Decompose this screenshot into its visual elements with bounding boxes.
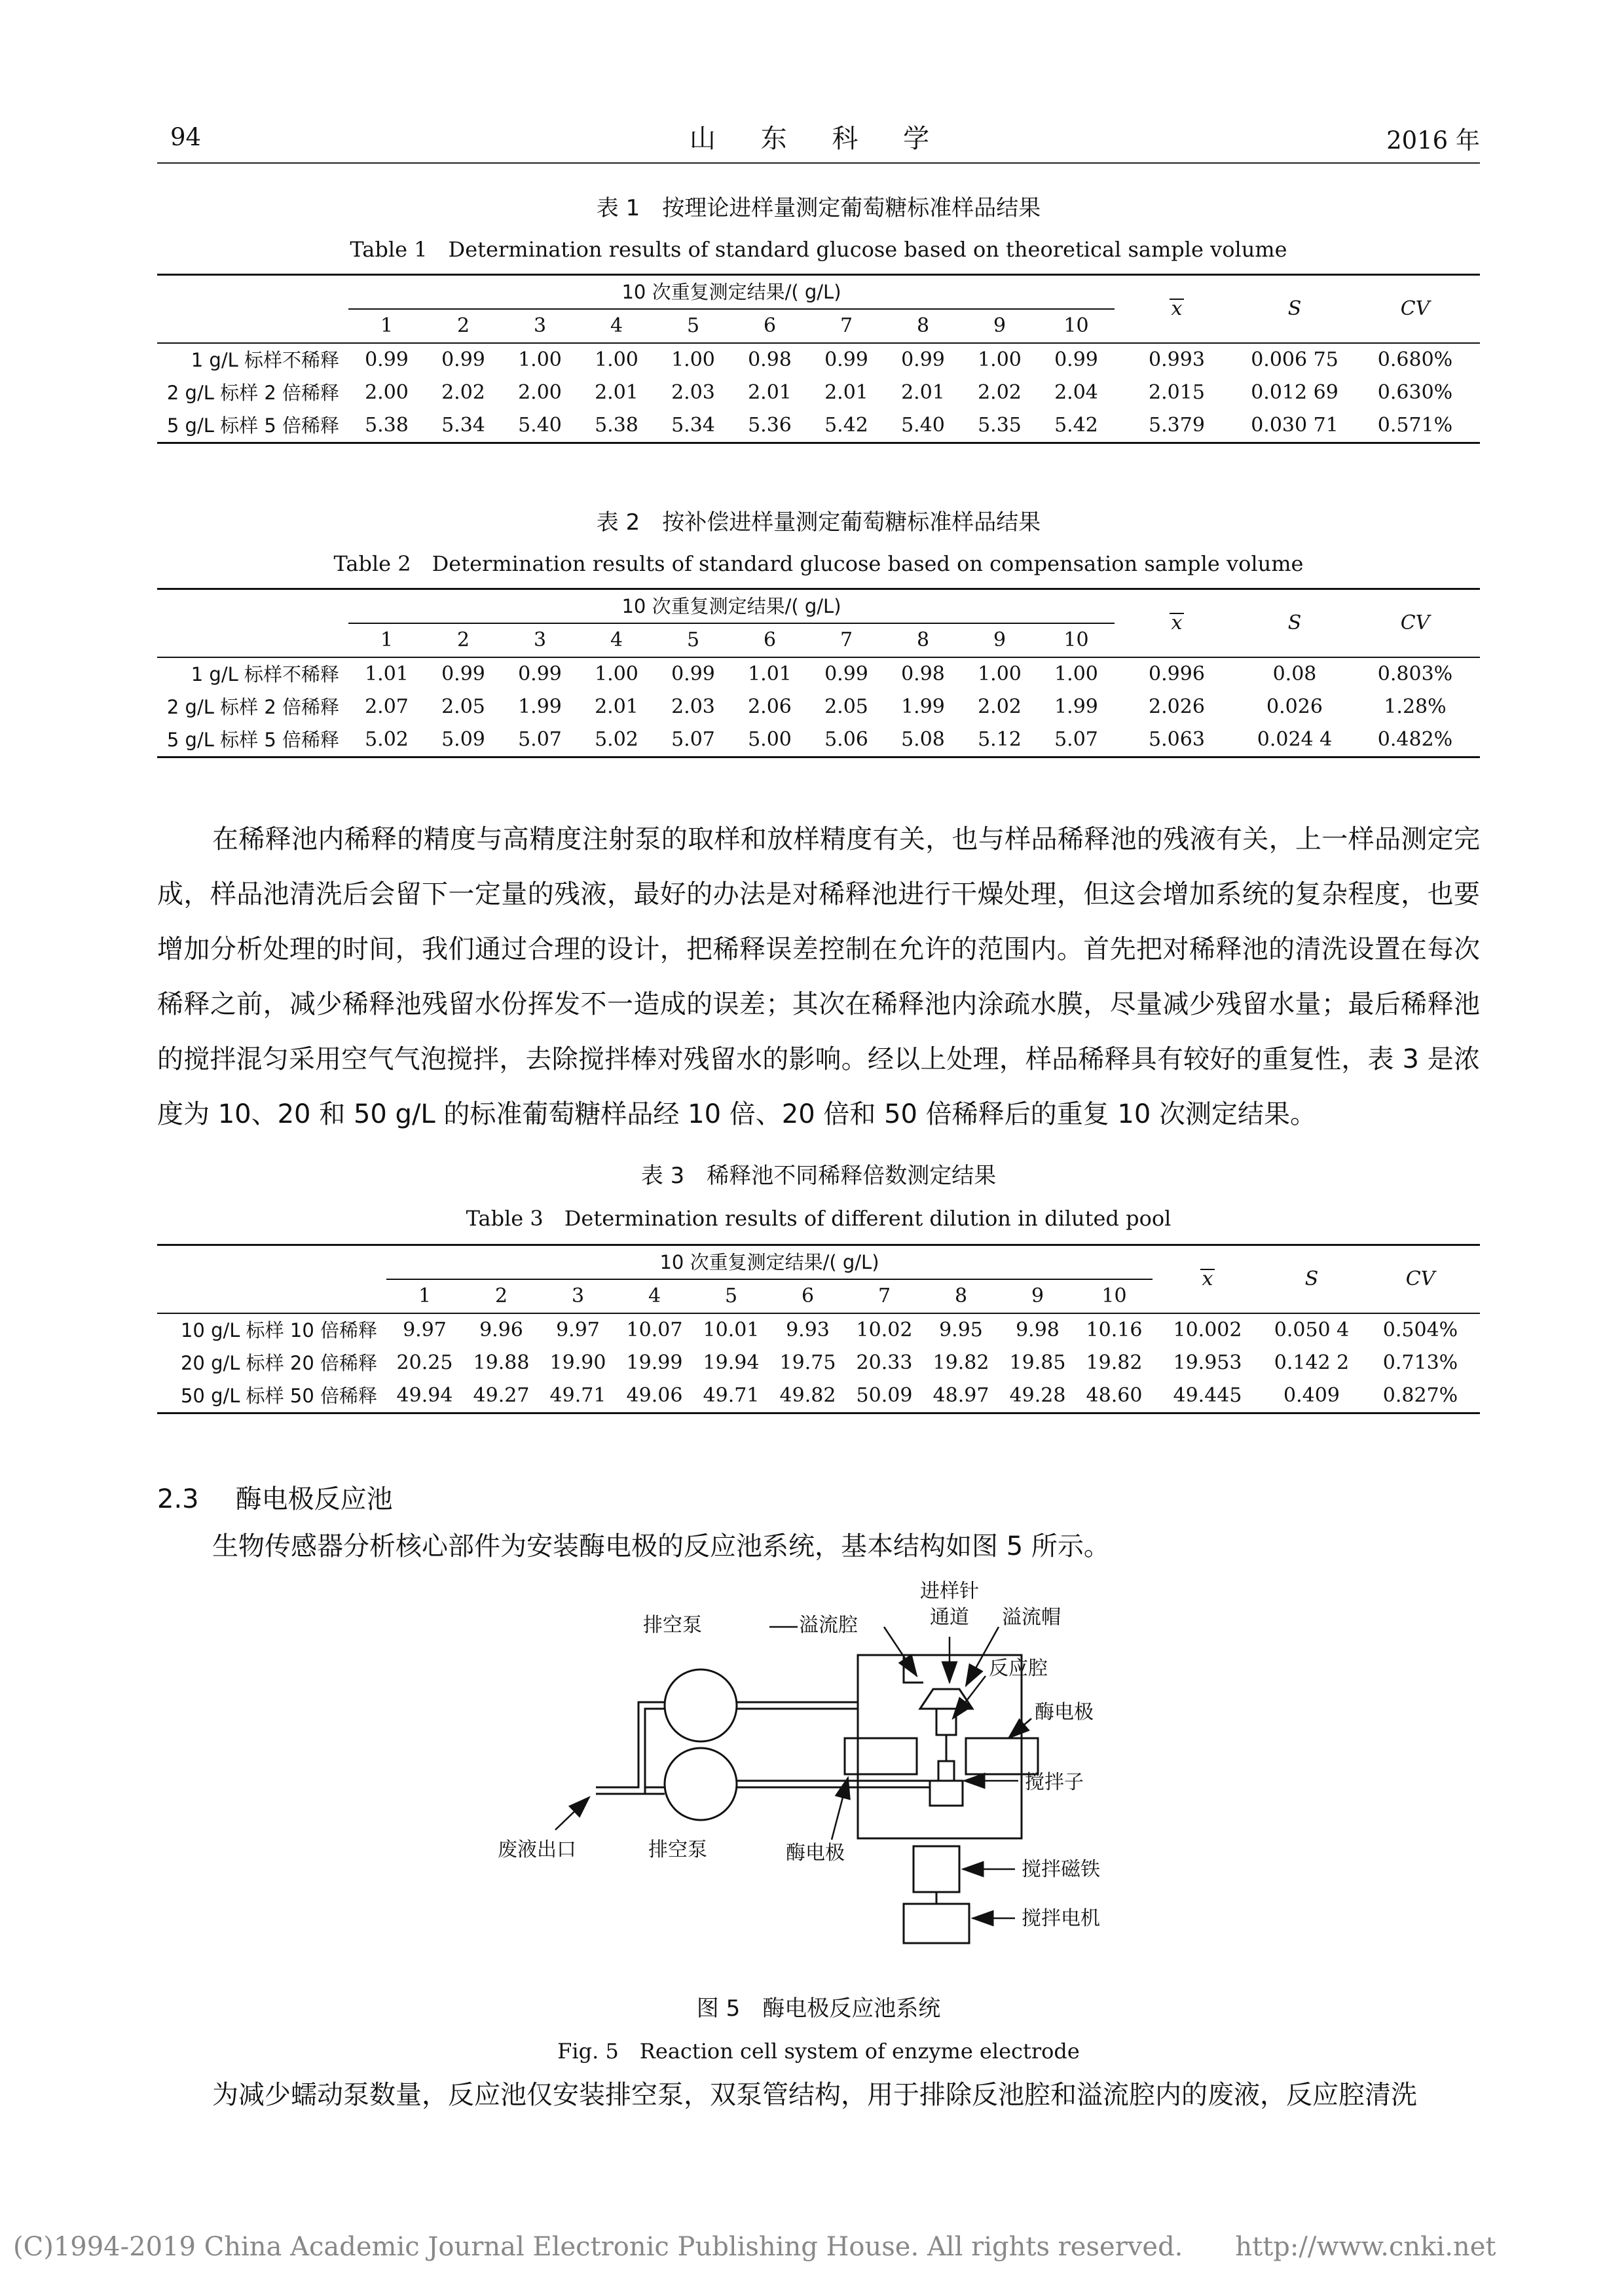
table-cell: 2.01 xyxy=(748,381,792,404)
stat-header-1: S xyxy=(1263,1245,1361,1314)
table-row xyxy=(157,1313,1480,1347)
table-cell: 5.379 xyxy=(1115,409,1239,443)
table-cell: 19.75 xyxy=(779,1351,836,1374)
table-cell: 0.504% xyxy=(1382,1319,1458,1341)
row-label: 5 g/L 标样 5 倍稀释 xyxy=(157,409,348,443)
table-cell: 0.680% xyxy=(1377,348,1453,371)
table-cell: 0.99 xyxy=(518,663,562,685)
column-header-2: 2 xyxy=(425,623,502,657)
table-cell: 1.99 xyxy=(1054,695,1098,718)
copyright-footer: (C)1994-2019 China Academic Journal Electronic Publishing House. All rights reserved. http://www.cnki.net xyxy=(13,2232,1496,2262)
table3-grid xyxy=(157,1244,1480,1414)
reaction-cell-box xyxy=(858,1655,1022,1838)
table-cell: 0.99 xyxy=(671,663,715,685)
table-cell: 2.00 xyxy=(365,381,409,404)
stirrer-block xyxy=(930,1781,963,1806)
overflow-chamber-wall xyxy=(904,1655,923,1683)
table-cell: 9.96 xyxy=(479,1319,523,1341)
table-cell: 1.99 xyxy=(901,695,945,718)
table3 xyxy=(157,1244,1480,1414)
table-cell: 0.99 xyxy=(441,663,485,685)
stat-header-0: x xyxy=(1153,1245,1263,1314)
row-label: 10 g/L 标样 10 倍稀释 xyxy=(180,1319,377,1341)
table-cell: 5.34 xyxy=(655,409,731,443)
body-paragraph-2: 为减少蠕动泵数量，反应池仅安装排空泵，双泵管结构，用于排除反池腔和溢流腔内的废液，反应腔清洗 xyxy=(212,2080,1417,2110)
label-reaction-chamber: 反应腔 xyxy=(989,1657,1048,1680)
table-cell: 49.28 xyxy=(999,1379,1076,1413)
table-cell: 2.02 xyxy=(978,695,1022,718)
table-cell: 0.99 xyxy=(901,348,945,371)
table-cell: 5.40 xyxy=(502,409,578,443)
table-cell: 0.713% xyxy=(1382,1351,1458,1374)
figure5-diagram xyxy=(498,1578,1153,1944)
arrow-electrode-right xyxy=(1008,1719,1031,1738)
table2-caption-en: Table 2 Determination results of standard glucose based on compensation sample volume xyxy=(333,551,1304,576)
table1 xyxy=(157,274,1480,444)
table-cell: 9.98 xyxy=(1016,1319,1060,1341)
page-header xyxy=(157,118,1480,164)
column-header-3: 3 xyxy=(502,623,578,657)
table-cell: 20.33 xyxy=(856,1351,913,1374)
stat-header-0: x xyxy=(1115,589,1239,658)
row-label: 50 g/L 标样 50 倍稀释 xyxy=(157,1379,386,1413)
table-cell: 0.409 xyxy=(1263,1379,1361,1413)
table-cell: 49.94 xyxy=(386,1379,463,1413)
column-header-6: 6 xyxy=(731,623,808,657)
table-cell: 0.803% xyxy=(1377,663,1453,685)
column-header-2: 2 xyxy=(463,1279,540,1313)
table-cell: 0.571% xyxy=(1350,409,1480,443)
column-header-9: 9 xyxy=(961,623,1038,657)
table-cell: 9.97 xyxy=(403,1319,447,1341)
table-cell: 1.00 xyxy=(595,663,638,685)
table-cell: 49.71 xyxy=(693,1379,769,1413)
table-cell: 19.82 xyxy=(1086,1351,1143,1374)
column-header-6: 6 xyxy=(769,1279,846,1313)
section-title: 酶电极反应池 xyxy=(235,1484,393,1514)
table-cell: 2.015 xyxy=(1149,381,1205,404)
stat-header-0: x xyxy=(1115,275,1239,344)
table-cell: 19.85 xyxy=(1009,1351,1066,1374)
table1-caption-en: Table 1 Determination results of standard glucose based on theoretical sample volume xyxy=(350,237,1287,262)
column-header-10: 10 xyxy=(1076,1279,1153,1313)
label-overflow-chamber: 溢流腔 xyxy=(799,1614,858,1637)
column-header-5: 5 xyxy=(655,309,731,343)
row-label: 20 g/L 标样 20 倍稀释 xyxy=(180,1352,377,1374)
stirring-motor xyxy=(904,1904,969,1943)
injection-funnel xyxy=(920,1689,972,1709)
page-number: 94 xyxy=(170,123,202,151)
table-row xyxy=(157,691,1480,723)
column-header-7: 7 xyxy=(808,309,885,343)
table-cell: 0.630% xyxy=(1377,381,1453,404)
table-row xyxy=(157,409,1480,443)
column-header-1: 1 xyxy=(348,309,425,343)
table-cell: 0.99 xyxy=(441,348,485,371)
table-cell: 2.02 xyxy=(441,381,485,404)
column-header-6: 6 xyxy=(731,309,808,343)
table-cell: 2.07 xyxy=(365,695,409,718)
column-header-4: 4 xyxy=(616,1279,693,1313)
table-cell: 5.07 xyxy=(502,723,578,757)
table-cell: 5.38 xyxy=(578,409,655,443)
table-cell: 49.82 xyxy=(769,1379,846,1413)
table-cell: 2.03 xyxy=(671,381,715,404)
table-cell: 5.00 xyxy=(731,723,808,757)
table2-caption-cn: 表 2 按补偿进样量测定葡萄糖标准样品结果 xyxy=(596,509,1041,536)
arrow-reaction-chamber xyxy=(953,1676,986,1719)
column-header-8: 8 xyxy=(885,623,961,657)
table-cell: 5.38 xyxy=(348,409,425,443)
row-label: 1 g/L 标样不稀释 xyxy=(191,349,339,371)
table-cell: 5.35 xyxy=(961,409,1038,443)
table-cell: 1.00 xyxy=(671,348,715,371)
table-cell: 0.993 xyxy=(1149,348,1205,371)
arrow-overflow-chamber xyxy=(884,1627,917,1676)
table-cell: 0.050 4 xyxy=(1274,1319,1350,1341)
table-cell: 5.08 xyxy=(885,723,961,757)
table-cell: 50.09 xyxy=(846,1379,923,1413)
table-cell: 2.01 xyxy=(595,381,638,404)
table-row xyxy=(157,376,1480,409)
header-rule xyxy=(157,162,1480,164)
table-cell: 2.01 xyxy=(824,381,868,404)
body-paragraph-1 xyxy=(157,812,1480,1142)
table-cell: 49.445 xyxy=(1153,1379,1263,1413)
table-cell: 48.97 xyxy=(923,1379,999,1413)
table-cell: 2.06 xyxy=(748,695,792,718)
column-header-1: 1 xyxy=(386,1279,463,1313)
drain-pump-top xyxy=(665,1669,737,1741)
stat-header-1: S xyxy=(1239,589,1350,658)
table-cell: 0.99 xyxy=(365,348,409,371)
table-cell: 0.482% xyxy=(1350,723,1480,757)
table2-grid xyxy=(157,588,1480,758)
figure5-caption-cn: 图 5 酶电极反应池系统 xyxy=(696,1995,941,2022)
table-cell: 1.00 xyxy=(1054,663,1098,685)
table-cell: 2.026 xyxy=(1149,695,1205,718)
label-waste-outlet: 废液出口 xyxy=(498,1838,576,1861)
row-label: 2 g/L 标样 2 倍稀释 xyxy=(166,382,339,404)
table-cell: 19.88 xyxy=(473,1351,530,1374)
table-cell: 10.16 xyxy=(1086,1319,1143,1341)
label-enzyme-electrode-right: 酶电极 xyxy=(1035,1701,1094,1724)
table-cell: 0.98 xyxy=(901,663,945,685)
row-label: 2 g/L 标样 2 倍稀释 xyxy=(166,696,339,718)
enzyme-electrode-right xyxy=(966,1738,1038,1774)
stat-header-2: CV xyxy=(1361,1245,1480,1314)
table-cell: 5.07 xyxy=(655,723,731,757)
label-injection-channel-2: 通道 xyxy=(930,1606,969,1629)
table2 xyxy=(157,588,1480,758)
table-cell: 19.90 xyxy=(549,1351,606,1374)
table-cell: 49.27 xyxy=(463,1379,540,1413)
stirring-magnet xyxy=(913,1846,959,1892)
table3-caption-en: Table 3 Determination results of different dilution in diluted pool xyxy=(466,1206,1172,1231)
table-cell: 2.05 xyxy=(824,695,868,718)
label-pump-top: 排空泵 xyxy=(643,1614,702,1637)
table-cell: 1.99 xyxy=(518,695,562,718)
section-body: 生物传感器分析核心部件为安装酶电极的反应池系统，基本结构如图 5 所示。 xyxy=(212,1531,1110,1561)
table-cell: 1.01 xyxy=(748,663,792,685)
column-header-5: 5 xyxy=(693,1279,769,1313)
table-cell: 5.42 xyxy=(1038,409,1115,443)
journal-title: 山 东 科 学 xyxy=(689,124,948,154)
column-header-10: 10 xyxy=(1038,623,1115,657)
column-header-10: 10 xyxy=(1038,309,1115,343)
column-header-4: 4 xyxy=(578,309,655,343)
table-cell: 2.01 xyxy=(595,695,638,718)
row-label: 5 g/L 标样 5 倍稀释 xyxy=(157,723,348,757)
table-cell: 1.28% xyxy=(1384,695,1447,718)
group-header: 10 次重复测定结果/( g/L) xyxy=(348,275,1115,310)
table-cell: 19.94 xyxy=(703,1351,760,1374)
table-cell: 0.142 2 xyxy=(1274,1351,1350,1374)
stirrer-bar xyxy=(938,1761,954,1781)
table-cell: 0.996 xyxy=(1149,663,1205,685)
group-header: 10 次重复测定结果/( g/L) xyxy=(386,1245,1153,1280)
group-header: 10 次重复测定结果/( g/L) xyxy=(348,589,1115,624)
table-cell: 10.01 xyxy=(703,1319,760,1341)
table-cell: 9.93 xyxy=(786,1319,830,1341)
table-cell: 0.012 69 xyxy=(1251,381,1338,404)
publication-year: 2016 年 xyxy=(1386,126,1480,155)
table1-grid xyxy=(157,274,1480,444)
table-cell: 2.02 xyxy=(978,381,1022,404)
table-cell: 10.02 xyxy=(856,1319,913,1341)
table-cell: 0.08 xyxy=(1272,663,1317,685)
table-cell: 0.024 4 xyxy=(1239,723,1350,757)
table-cell: 0.99 xyxy=(824,348,868,371)
table-cell: 5.02 xyxy=(348,723,425,757)
table-cell: 2.00 xyxy=(518,381,562,404)
table-cell: 5.07 xyxy=(1038,723,1115,757)
section-heading xyxy=(157,1478,393,1516)
table-cell: 19.82 xyxy=(932,1351,989,1374)
table-cell: 0.99 xyxy=(824,663,868,685)
label-enzyme-electrode-bottom: 酶电极 xyxy=(786,1842,845,1865)
table-cell: 0.827% xyxy=(1361,1379,1480,1413)
table-cell: 0.98 xyxy=(748,348,792,371)
table-cell: 49.71 xyxy=(540,1379,616,1413)
table-cell: 9.95 xyxy=(939,1319,983,1341)
table-cell: 2.03 xyxy=(671,695,715,718)
table-cell: 10.07 xyxy=(626,1319,683,1341)
table-cell: 1.00 xyxy=(978,348,1022,371)
column-header-8: 8 xyxy=(885,309,961,343)
injection-needle-body xyxy=(936,1709,956,1735)
enzyme-electrode-left xyxy=(845,1738,917,1774)
label-injection-channel-1: 进样针 xyxy=(920,1580,979,1603)
table-cell: 5.02 xyxy=(578,723,655,757)
column-header-2: 2 xyxy=(425,309,502,343)
table-cell: 5.063 xyxy=(1115,723,1239,757)
table-cell: 48.60 xyxy=(1076,1379,1153,1413)
column-header-4: 4 xyxy=(578,623,655,657)
table-cell: 0.026 xyxy=(1266,695,1323,718)
column-header-9: 9 xyxy=(999,1279,1076,1313)
table-row xyxy=(157,343,1480,376)
table-cell: 19.953 xyxy=(1173,1351,1242,1374)
stat-header-2: CV xyxy=(1350,275,1480,344)
table-cell: 9.97 xyxy=(556,1319,600,1341)
table-cell: 5.42 xyxy=(808,409,885,443)
paragraph-1-text: 在稀释池内稀释的精度与高精度注射泵的取样和放样精度有关，也与样品稀释池的残液有关，上一样品测定完成，样品池清洗后会留下一定量的残液，最好的办法是对稀释池进行干燥处理，但这会增加系统的复杂程度，也要增加分析处理的时间，我们通过合理的设计，把稀释误差控制在允许的范围内。首先把对稀释池的清洗设置在每次稀释之前，减少稀释池残留水份挥发不一造成的误差；其次在稀释池内涂疏水膜，尽量减少残留水量；最后稀释池的搅拌混匀采用空气气泡搅拌，去除搅拌棒对残留水的影响。经以上处理，样品稀释具有较好的重复性，表 3 是浓度为 10、20 和 50 g/L 的标准葡萄糖样品经 10 倍、20 倍和 50 倍稀释后的重复 10 次测定结果。 xyxy=(157,824,1480,1129)
table-cell: 1.00 xyxy=(595,348,638,371)
table-row xyxy=(157,723,1480,757)
table-cell: 5.34 xyxy=(425,409,502,443)
table-row xyxy=(157,657,1480,691)
table-row xyxy=(157,1347,1480,1379)
figure5-caption-en: Fig. 5 Reaction cell system of enzyme electrode xyxy=(557,2039,1080,2064)
table-cell: 0.006 75 xyxy=(1251,348,1338,371)
column-header-3: 3 xyxy=(540,1279,616,1313)
column-header-5: 5 xyxy=(655,623,731,657)
table-cell: 2.04 xyxy=(1054,381,1098,404)
table-cell: 2.05 xyxy=(441,695,485,718)
column-header-7: 7 xyxy=(808,623,885,657)
table-cell: 1.01 xyxy=(365,663,409,685)
stat-header-2: CV xyxy=(1350,589,1480,658)
table-cell: 5.06 xyxy=(808,723,885,757)
label-stirring-magnet: 搅拌磁铁 xyxy=(1022,1858,1100,1881)
table-cell: 20.25 xyxy=(396,1351,453,1374)
column-header-8: 8 xyxy=(923,1279,999,1313)
column-header-3: 3 xyxy=(502,309,578,343)
table-cell: 49.06 xyxy=(616,1379,693,1413)
table-cell: 19.99 xyxy=(626,1351,683,1374)
table1-caption-cn: 表 1 按理论进样量测定葡萄糖标准样品结果 xyxy=(596,195,1041,221)
section-number: 2.3 xyxy=(157,1484,199,1514)
label-stirrer: 搅拌子 xyxy=(1025,1771,1084,1794)
label-pump-bottom: 排空泵 xyxy=(648,1838,707,1861)
drain-pump-bottom xyxy=(665,1748,737,1820)
table-row xyxy=(157,1379,1480,1413)
column-header-7: 7 xyxy=(846,1279,923,1313)
arrow-waste-outlet xyxy=(555,1797,589,1830)
table-cell: 2.01 xyxy=(901,381,945,404)
table-cell: 1.00 xyxy=(518,348,562,371)
table-cell: 0.99 xyxy=(1054,348,1098,371)
table3-caption-cn: 表 3 稀释池不同稀释倍数测定结果 xyxy=(640,1163,997,1189)
table-cell: 5.36 xyxy=(731,409,808,443)
label-overflow-cap: 溢流帽 xyxy=(1002,1606,1061,1629)
stat-header-1: S xyxy=(1239,275,1350,344)
table-cell: 5.40 xyxy=(885,409,961,443)
table-cell: 10.002 xyxy=(1173,1319,1242,1341)
table-cell: 0.030 71 xyxy=(1239,409,1350,443)
column-header-9: 9 xyxy=(961,309,1038,343)
table-cell: 5.09 xyxy=(425,723,502,757)
label-stirring-motor: 搅拌电机 xyxy=(1022,1907,1100,1930)
column-header-1: 1 xyxy=(348,623,425,657)
table-cell: 5.12 xyxy=(961,723,1038,757)
table-cell: 1.00 xyxy=(978,663,1022,685)
row-label: 1 g/L 标样不稀释 xyxy=(191,663,339,685)
